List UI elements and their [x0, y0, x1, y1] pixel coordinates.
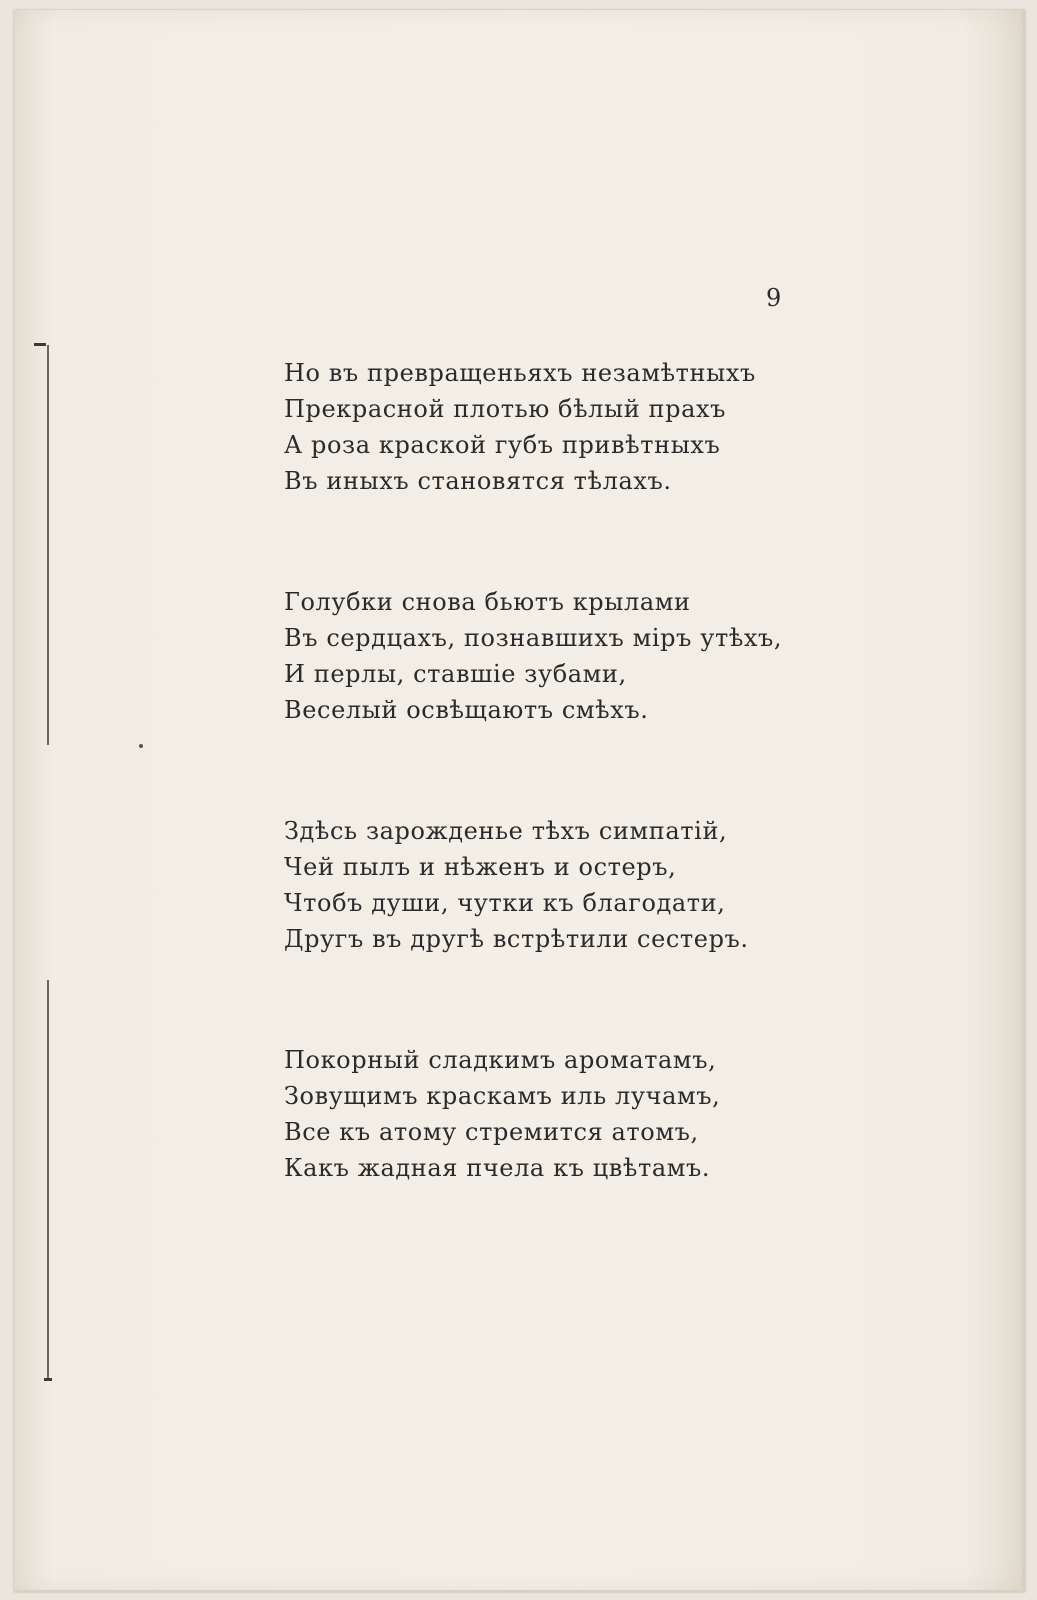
poem-line: Но въ превращеньяхъ незамѣтныхъ — [284, 359, 756, 387]
page-number: 9 — [766, 284, 782, 312]
poem-line: Здѣсь зарожденье тѣхъ симпатій, — [284, 817, 728, 845]
paper-page — [14, 10, 1025, 1592]
paper-speck — [139, 744, 143, 748]
poem-line: Чтобъ души, чутки къ благодати, — [284, 889, 726, 917]
poem — [284, 355, 804, 1271]
poem-line: Въ сердцахъ, познавшихъ міръ утѣхъ, — [284, 624, 783, 652]
poem-line: И перлы, ставшіе зубами, — [284, 660, 627, 688]
binding-mark-bottom — [44, 1378, 52, 1381]
stanza-4 — [284, 1042, 804, 1186]
stanza-2 — [284, 584, 804, 728]
poem-line: Зовущимъ краскамъ иль лучамъ, — [284, 1082, 721, 1110]
poem-line: Все къ атому стремится атомъ, — [284, 1118, 699, 1146]
poem-line: Голубки снова бьютъ крылами — [284, 588, 691, 616]
binding-line-upper — [47, 345, 49, 745]
poem-line: Чей пылъ и нѣженъ и остеръ, — [284, 853, 677, 881]
poem-line: Въ иныхъ становятся тѣлахъ. — [284, 467, 672, 495]
poem-line: А роза краской губъ привѣтныхъ — [284, 431, 721, 459]
stanza-3 — [284, 813, 804, 957]
binding-mark-top — [34, 343, 46, 346]
poem-line: Веселый освѣщаютъ смѣхъ. — [284, 696, 649, 724]
binding-line-lower — [47, 980, 49, 1380]
poem-line: Другъ въ другѣ встрѣтили сестеръ. — [284, 925, 749, 953]
stanza-1 — [284, 355, 804, 499]
poem-line: Покорный сладкимъ ароматамъ, — [284, 1046, 717, 1074]
poem-line: Прекрасной плотью бѣлый прахъ — [284, 395, 727, 423]
poem-line: Какъ жадная пчела къ цвѣтамъ. — [284, 1154, 711, 1182]
